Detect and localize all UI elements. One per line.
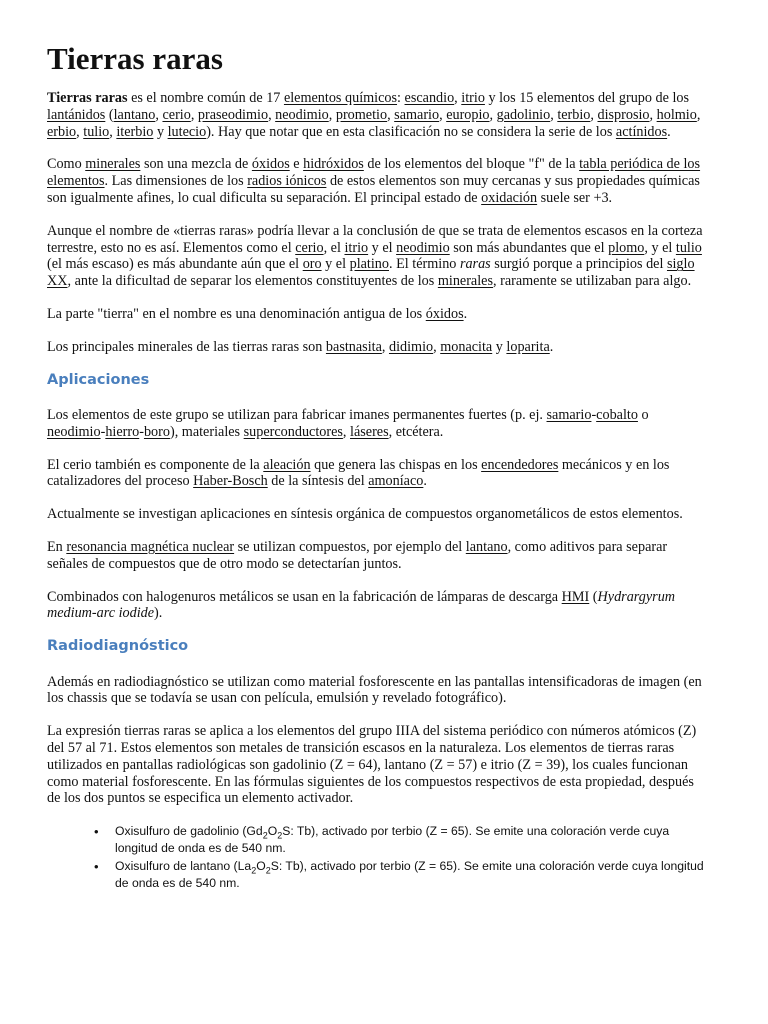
link-gadolinio[interactable]: gadolinio <box>496 106 551 123</box>
link-terbio[interactable]: terbio <box>557 106 591 123</box>
link-oro[interactable]: oro <box>302 256 322 273</box>
link-hierro[interactable]: hierro <box>105 423 140 440</box>
link-minerales[interactable]: minerales <box>85 156 141 173</box>
text: Combinados con halogenuros metálicos se usan en la fabricación de lámparas de descarga <box>47 588 562 605</box>
text: , raramente se utilizaban para algo. <box>493 273 692 290</box>
text: - <box>139 423 144 440</box>
text: , ante la dificultad de separar los elementos constituyentes de los <box>67 273 438 290</box>
link-tabla-periodica[interactable]: tabla periódica de los elementos <box>47 156 701 190</box>
link-loparita[interactable]: loparita <box>506 338 550 355</box>
link-elementos-quimicos[interactable]: elementos químicos <box>283 90 398 107</box>
text: , <box>489 106 497 123</box>
link-aleacion[interactable]: aleación <box>263 456 311 473</box>
text: , <box>76 123 84 140</box>
text: es el nombre común de 17 <box>127 90 284 107</box>
text: , <box>328 106 336 123</box>
link-samario[interactable]: samario <box>394 106 440 123</box>
text: de estos elementos son muy cercanas y sus propiedades químicas son igualmente afines, lo cual dificulta su separación. El principal estado de <box>47 173 700 207</box>
text: , <box>550 106 558 123</box>
emphasis: Hydrargyrum medium-arc iodide <box>47 588 676 622</box>
intro-paragraph <box>47 90 710 140</box>
text: , <box>109 123 117 140</box>
link-hidroxidos[interactable]: hidróxidos <box>303 156 364 173</box>
text: . <box>423 473 427 490</box>
link-lutecio[interactable]: lutecio <box>167 123 207 140</box>
text: Los elementos de este grupo se utilizan para fabricar imanes permanentes fuertes (p. ej. <box>47 407 547 424</box>
text: mecánicos y en los catalizadores del proceso <box>47 456 670 490</box>
text: y <box>492 338 507 355</box>
text: ( <box>589 588 598 605</box>
text: y el <box>368 239 397 256</box>
link-minerales[interactable]: minerales <box>437 273 493 290</box>
text: y el <box>321 256 350 273</box>
link-oxidos[interactable]: óxidos <box>425 306 464 323</box>
link-boro[interactable]: boro <box>143 423 170 440</box>
link-itrio[interactable]: itrio <box>344 239 369 256</box>
compound-list <box>47 823 710 892</box>
text: son más abundantes que el <box>449 239 609 256</box>
link-amoniaco[interactable]: amoníaco <box>368 473 424 490</box>
text: y <box>153 123 168 140</box>
text: y los 15 elementos del grupo de los <box>484 90 690 107</box>
text: , <box>155 106 163 123</box>
text: Aunque el nombre de «tierras raras» podría llevar a la conclusión de que se trata de elementos escasos en la corteza terrestre, esto no es así. Elementos como el <box>47 222 703 256</box>
text: La parte "tierra" en el nombre es una denominación antigua de los <box>47 306 426 323</box>
imanes-paragraph <box>47 407 710 441</box>
link-neodimio[interactable]: neodimio <box>396 239 450 256</box>
text: e <box>289 156 304 173</box>
text: , <box>649 106 657 123</box>
text: ). <box>154 605 163 622</box>
text: ), materiales <box>169 423 244 440</box>
link-cerio[interactable]: cerio <box>162 106 191 123</box>
bold-term: Tierras raras <box>47 90 128 107</box>
link-oxidos[interactable]: óxidos <box>251 156 290 173</box>
principales-minerales-paragraph <box>47 339 710 356</box>
link-lantanidos[interactable]: lantánidos <box>47 106 106 123</box>
text: suele ser +3. <box>537 190 613 207</box>
text: Los principales minerales de las tierras raras son <box>47 338 326 355</box>
link-actinidos[interactable]: actínidos <box>615 123 668 140</box>
sintesis-paragraph: Actualmente se investigan aplicaciones en síntesis orgánica de compuestos organometálicos de estos elementos. <box>47 506 683 523</box>
expresion-paragraph: La expresión tierras raras se aplica a los elementos del grupo IIIA del sistema periódico con números atómicos (Z) del 57 al 71. Estos elementos son metales de transición escasos en la naturaleza. Los elementos de tierras raras utilizados en pantallas radiológicas son gadolinio (Z = 64), lantano (Z = 57) e itrio (Z = 39), los cuales funcionan como material fosforescente. En las fórmulas siguientes de los compuestos respectivos de esta propiedad, después de los dos puntos se especifica un elemento activador. <box>47 723 697 807</box>
section-heading-radiodiagnostico: Radiodiagnóstico <box>47 638 189 655</box>
link-holmio[interactable]: holmio <box>656 106 697 123</box>
link-haber-bosch[interactable]: Haber-Bosch <box>193 473 268 490</box>
link-superconductores[interactable]: superconductores <box>243 423 343 440</box>
link-monacita[interactable]: monacita <box>440 338 493 355</box>
text: , <box>439 106 447 123</box>
link-europio[interactable]: europio <box>446 106 490 123</box>
text: (el más escaso) es más abundante aún que el <box>47 256 303 273</box>
link-resonancia-magnetica[interactable]: resonancia magnética nuclear <box>66 539 235 556</box>
link-praseodimio[interactable]: praseodimio <box>197 106 269 123</box>
link-neodimio[interactable]: neodimio <box>275 106 329 123</box>
lamparas-paragraph <box>47 589 710 623</box>
text: ). Hay que notar que en esta clasificación no se considera la serie de los <box>206 123 616 140</box>
link-iterbio[interactable]: iterbio <box>116 123 154 140</box>
link-platino[interactable]: platino <box>349 256 389 273</box>
text: , <box>387 106 395 123</box>
link-laseres[interactable]: láseres <box>350 423 389 440</box>
link-neodimio[interactable]: neodimio <box>47 423 101 440</box>
text: se utilizan compuestos, por ejemplo del <box>234 539 466 556</box>
link-oxidacion[interactable]: oxidación <box>481 190 538 207</box>
text: , y el <box>644 239 676 256</box>
text: , <box>590 106 598 123</box>
page-title: Tierras raras <box>47 41 223 76</box>
link-lantano[interactable]: lantano <box>465 539 508 556</box>
link-siglo-xx[interactable]: siglo XX <box>47 256 695 290</box>
text: - <box>591 407 597 424</box>
link-hmi[interactable]: HMI <box>561 588 590 605</box>
text: , <box>381 338 389 355</box>
text: , como aditivos para separar señales de compuestos que de otro modo se detectarían juntos. <box>47 539 668 572</box>
text: . <box>667 123 671 140</box>
text: , <box>696 106 701 123</box>
link-cobalto[interactable]: cobalto <box>596 407 638 424</box>
list-item: • Oxisulfuro de gadolinio ($Gd_2O_2S$: Tb), activado por terbio (Z = 65). Se emite una coloración verde cuya longitud de onda es de 540 nm. <box>115 823 710 857</box>
text: , <box>190 106 198 123</box>
link-itrio[interactable]: itrio <box>461 90 485 107</box>
text: que genera las chispas en los <box>310 456 482 473</box>
text: , <box>454 90 462 107</box>
text: , <box>342 423 351 440</box>
text: surgió porque a principios del <box>490 256 667 273</box>
text: son una mezcla de <box>140 156 252 173</box>
link-didimio[interactable]: didimio <box>388 338 434 355</box>
link-samario[interactable]: samario <box>546 407 592 424</box>
text: de la síntesis del <box>267 473 369 490</box>
link-plomo[interactable]: plomo <box>608 239 645 256</box>
text: , etcétera. <box>388 423 444 440</box>
text: , <box>268 106 276 123</box>
text: de los elementos del bloque "f" de la <box>363 156 580 173</box>
text: . <box>463 306 468 323</box>
minerales-paragraph <box>47 156 710 206</box>
text: En <box>47 539 67 556</box>
link-erbio[interactable]: erbio <box>47 123 77 140</box>
text: : <box>397 90 405 107</box>
section-heading-aplicaciones: Aplicaciones <box>47 371 150 388</box>
text: El cerio también es componente de la <box>47 456 264 473</box>
text: , el <box>323 239 345 256</box>
text: . El término <box>389 256 460 273</box>
text: Como <box>47 156 86 173</box>
link-cerio[interactable]: cerio <box>295 239 324 256</box>
text: . <box>549 338 554 355</box>
link-radios-ionicos[interactable]: radios iónicos <box>247 173 327 190</box>
emphasis: raras <box>459 256 491 273</box>
link-lantano[interactable]: lantano <box>113 106 156 123</box>
tierra-paragraph <box>47 306 710 323</box>
resonancia-paragraph <box>47 539 710 573</box>
link-encendedores[interactable]: encendedores <box>481 456 559 473</box>
cerio-paragraph <box>47 457 710 491</box>
list-item: • Oxisulfuro de lantano ($La_2O_2S$: Tb), activado por terbio (Z = 65). Se emite una coloración verde cuya longitud de onda es de 540 nm. <box>115 858 710 892</box>
text: . Las dimensiones de los <box>104 173 248 190</box>
link-tulio[interactable]: tulio <box>675 239 702 256</box>
link-disprosio[interactable]: disprosio <box>597 106 650 123</box>
text: , <box>433 338 441 355</box>
radiodiagnostico-paragraph: Además en radiodiagnóstico se utilizan como material fosforescente en las pantallas intensificadoras de imagen (en los chassis que se todavía se usan con película, emulsión y revelado fotográfico). <box>47 673 702 707</box>
link-tulio[interactable]: tulio <box>83 123 110 140</box>
text: - <box>100 423 106 440</box>
text: o <box>637 407 649 424</box>
link-escandio[interactable]: escandio <box>404 90 455 107</box>
link-prometio[interactable]: prometio <box>335 106 388 123</box>
link-bastnasita[interactable]: bastnasita <box>325 338 382 355</box>
abundancia-paragraph <box>47 223 710 290</box>
text: ( <box>105 106 114 123</box>
